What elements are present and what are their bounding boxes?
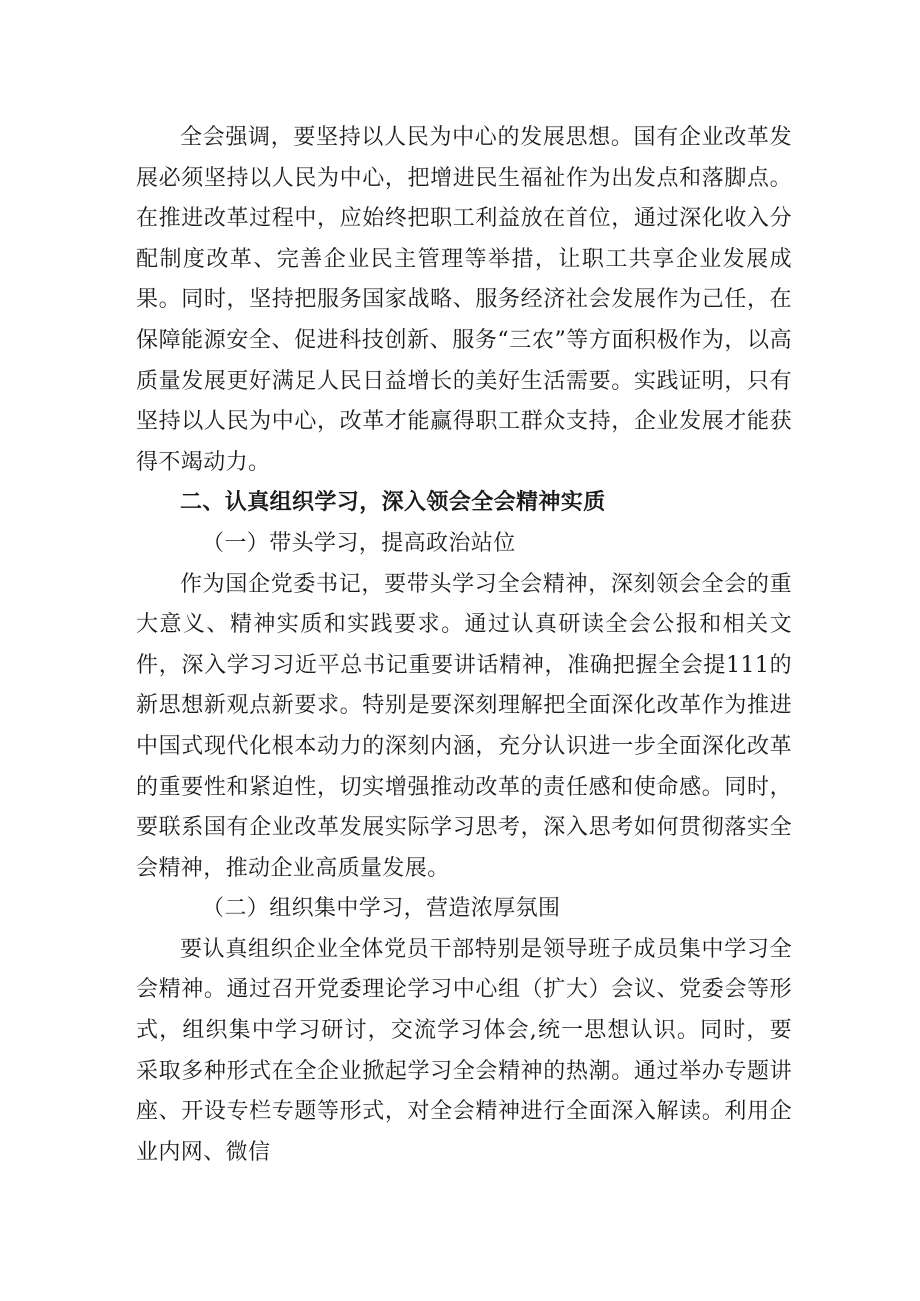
subsection-heading: （二）组织集中学习，营造浓厚氛围 [202, 896, 561, 922]
section-heading: 二、认真组织学习，深入领会全会精神实质 [180, 490, 606, 516]
body-paragraph: 全会强调，要坚持以人民为中心的发展思想。国有企业改革发展必须坚持以人民为中心，把增进民生福祉作为出发点和落脚点。在推进改革过程中，应始终把职工利益放在首位，通过深化收入分配制度改革、完善企业民主管理等举措，让职工共享企业发展成果。同时，坚持把服务国家战略、服务经济社会发展作为己任，在保障能源安全、促进科技创新、服务“三农”等方面积极作为，以高质量发展更好满足人民日益增长的美好生活需要。实践证明，只有坚持以人民为中心，改革才能赢得职工群众支持，企业发展才能获得不竭动力。 [136, 125, 792, 475]
document-body [136, 118, 792, 1173]
body-paragraph: 作为国企党委书记，要带头学习全会精神，深刻领会全会的重大意义、精神实质和实践要求。通过认真研读全会公报和相关文件，深入学习习近平总书记重要讲话精神，准确把握全会提111的新思想新观点新要求。特别是要深刻理解把全面深化改革作为推进中国式现代化根本动力的深刻内涵，充分认识进一步全面深化改革的重要性和紧迫性，切实增强推动改革的责任感和使命感。同时，要联系国有企业改革发展实际学习思考，深入思考如何贯彻落实全会精神，推动企业高质量发展。 [136, 571, 792, 881]
subsection-heading: （一）带头学习，提高政治站位 [202, 530, 516, 556]
body-paragraph: 要认真组织企业全体党员干部特别是领导班子成员集中学习全会精神。通过召开党委理论学习中心组（扩大）会议、党委会等形式，组织集中学习研讨，交流学习体会,统一思想认识。同时，要采取多种形式在全企业掀起学习全会精神的热潮。通过举办专题讲座、开设专栏专题等形式，对全会精神进行全面深入解读。利用企业内网、微信 [136, 936, 792, 1165]
